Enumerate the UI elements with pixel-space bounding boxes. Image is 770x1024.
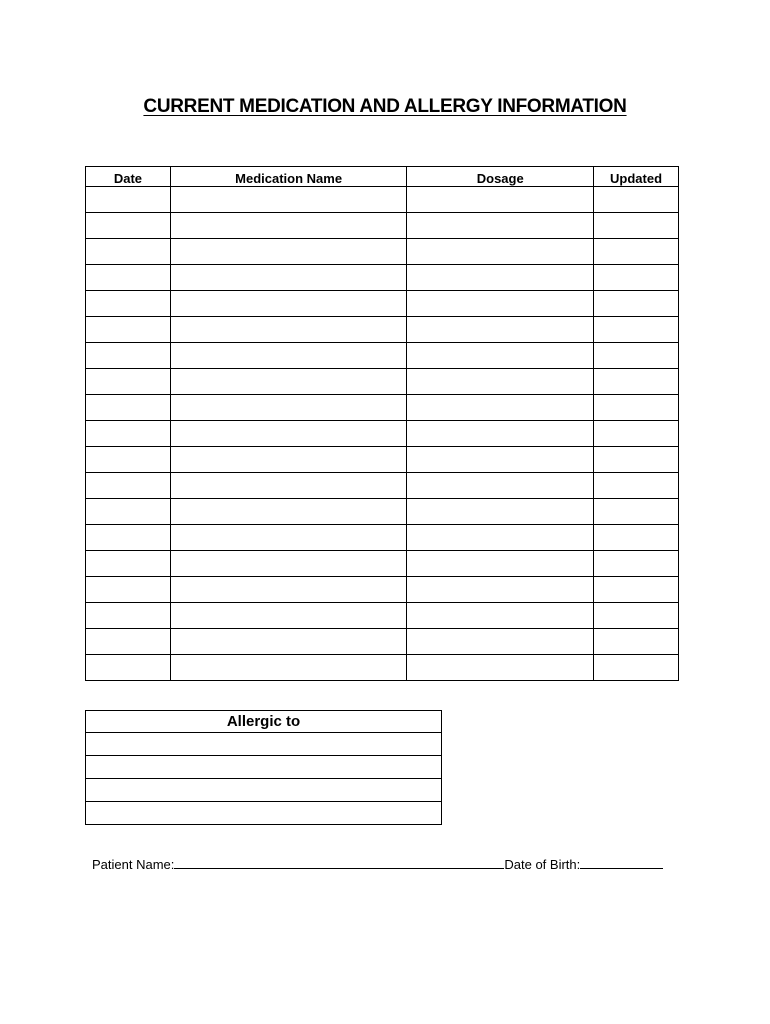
- cell-date[interactable]: [86, 239, 171, 265]
- page-title: CURRENT MEDICATION AND ALLERGY INFORMATION: [143, 96, 627, 117]
- table-row: [86, 343, 679, 369]
- cell-medication-name[interactable]: [170, 213, 407, 239]
- cell-date[interactable]: [86, 187, 171, 213]
- cell-updated[interactable]: [594, 213, 679, 239]
- cell-medication-name[interactable]: [170, 317, 407, 343]
- allergy-cell[interactable]: [86, 779, 442, 802]
- table-row: [86, 421, 679, 447]
- table-row: [86, 629, 679, 655]
- cell-updated[interactable]: [594, 525, 679, 551]
- table-row: [86, 213, 679, 239]
- table-row: [86, 447, 679, 473]
- allergy-row: [86, 779, 442, 802]
- cell-updated[interactable]: [594, 655, 679, 681]
- patient-name-label: Patient Name:: [92, 857, 175, 872]
- cell-updated[interactable]: [594, 395, 679, 421]
- cell-dosage[interactable]: [407, 291, 594, 317]
- medication-table: [85, 166, 679, 681]
- table-row: [86, 239, 679, 265]
- cell-medication-name[interactable]: [170, 447, 407, 473]
- cell-date[interactable]: [86, 369, 171, 395]
- cell-updated[interactable]: [594, 551, 679, 577]
- patient-name-field[interactable]: [174, 855, 504, 869]
- cell-date[interactable]: [86, 551, 171, 577]
- cell-medication-name[interactable]: [170, 265, 407, 291]
- cell-medication-name[interactable]: [170, 577, 407, 603]
- table-row: [86, 603, 679, 629]
- cell-medication-name[interactable]: [170, 369, 407, 395]
- date-of-birth-field[interactable]: [580, 855, 663, 869]
- cell-date[interactable]: [86, 655, 171, 681]
- cell-updated[interactable]: [594, 421, 679, 447]
- date-of-birth-label: Date of Birth:: [504, 857, 581, 872]
- cell-dosage[interactable]: [407, 421, 594, 447]
- cell-medication-name[interactable]: [170, 525, 407, 551]
- cell-medication-name[interactable]: [170, 187, 407, 213]
- cell-dosage[interactable]: [407, 525, 594, 551]
- cell-dosage[interactable]: [407, 473, 594, 499]
- allergy-row: [86, 802, 442, 825]
- allergy-row: [86, 733, 442, 756]
- table-row: [86, 525, 679, 551]
- cell-updated[interactable]: [594, 239, 679, 265]
- cell-updated[interactable]: [594, 447, 679, 473]
- cell-date[interactable]: [86, 603, 171, 629]
- cell-updated[interactable]: [594, 187, 679, 213]
- cell-dosage[interactable]: [407, 187, 594, 213]
- cell-dosage[interactable]: [407, 447, 594, 473]
- cell-dosage[interactable]: [407, 343, 594, 369]
- table-row: [86, 187, 679, 213]
- cell-updated[interactable]: [594, 343, 679, 369]
- table-row: [86, 499, 679, 525]
- cell-date[interactable]: [86, 473, 171, 499]
- cell-medication-name[interactable]: [170, 655, 407, 681]
- cell-date[interactable]: [86, 629, 171, 655]
- table-row: [86, 317, 679, 343]
- cell-updated[interactable]: [594, 629, 679, 655]
- allergy-cell[interactable]: [86, 756, 442, 779]
- cell-dosage[interactable]: [407, 317, 594, 343]
- cell-medication-name[interactable]: [170, 603, 407, 629]
- cell-updated[interactable]: [594, 499, 679, 525]
- cell-dosage[interactable]: [407, 265, 594, 291]
- table-row: [86, 551, 679, 577]
- column-header-medication-name: Medication Name: [170, 167, 407, 187]
- cell-date[interactable]: [86, 317, 171, 343]
- table-row: [86, 369, 679, 395]
- cell-date[interactable]: [86, 343, 171, 369]
- cell-date[interactable]: [86, 213, 171, 239]
- cell-dosage[interactable]: [407, 369, 594, 395]
- cell-medication-name[interactable]: [170, 291, 407, 317]
- allergy-table: [85, 710, 442, 825]
- table-row: [86, 655, 679, 681]
- cell-medication-name[interactable]: [170, 421, 407, 447]
- table-row: [86, 473, 679, 499]
- cell-medication-name[interactable]: [170, 629, 407, 655]
- cell-dosage[interactable]: [407, 629, 594, 655]
- cell-medication-name[interactable]: [170, 343, 407, 369]
- cell-date[interactable]: [86, 577, 171, 603]
- column-header-updated: Updated: [594, 167, 679, 187]
- cell-date[interactable]: [86, 421, 171, 447]
- cell-date[interactable]: [86, 291, 171, 317]
- column-header-date: Date: [86, 167, 171, 187]
- cell-date[interactable]: [86, 265, 171, 291]
- cell-date[interactable]: [86, 447, 171, 473]
- cell-updated[interactable]: [594, 369, 679, 395]
- cell-updated[interactable]: [594, 603, 679, 629]
- cell-dosage[interactable]: [407, 499, 594, 525]
- allergy-header: Allergic to: [86, 711, 442, 733]
- cell-updated[interactable]: [594, 291, 679, 317]
- cell-date[interactable]: [86, 525, 171, 551]
- cell-updated[interactable]: [594, 577, 679, 603]
- allergy-cell[interactable]: [86, 733, 442, 756]
- table-row: [86, 265, 679, 291]
- cell-medication-name[interactable]: [170, 239, 407, 265]
- cell-date[interactable]: [86, 499, 171, 525]
- cell-medication-name[interactable]: [170, 499, 407, 525]
- cell-updated[interactable]: [594, 265, 679, 291]
- cell-medication-name[interactable]: [170, 395, 407, 421]
- cell-dosage[interactable]: [407, 655, 594, 681]
- allergy-cell[interactable]: [86, 802, 442, 825]
- cell-dosage[interactable]: [407, 395, 594, 421]
- cell-dosage[interactable]: [407, 551, 594, 577]
- table-row: [86, 291, 679, 317]
- cell-dosage[interactable]: [407, 603, 594, 629]
- table-row: [86, 395, 679, 421]
- patient-info-line: [92, 855, 663, 872]
- table-row: [86, 577, 679, 603]
- cell-dosage[interactable]: [407, 577, 594, 603]
- medication-header-row: [86, 167, 679, 187]
- cell-date[interactable]: [86, 395, 171, 421]
- cell-medication-name[interactable]: [170, 551, 407, 577]
- cell-updated[interactable]: [594, 473, 679, 499]
- cell-updated[interactable]: [594, 317, 679, 343]
- allergy-header-row: [86, 711, 442, 733]
- cell-medication-name[interactable]: [170, 473, 407, 499]
- column-header-dosage: Dosage: [407, 167, 594, 187]
- allergy-row: [86, 756, 442, 779]
- cell-dosage[interactable]: [407, 239, 594, 265]
- cell-dosage[interactable]: [407, 213, 594, 239]
